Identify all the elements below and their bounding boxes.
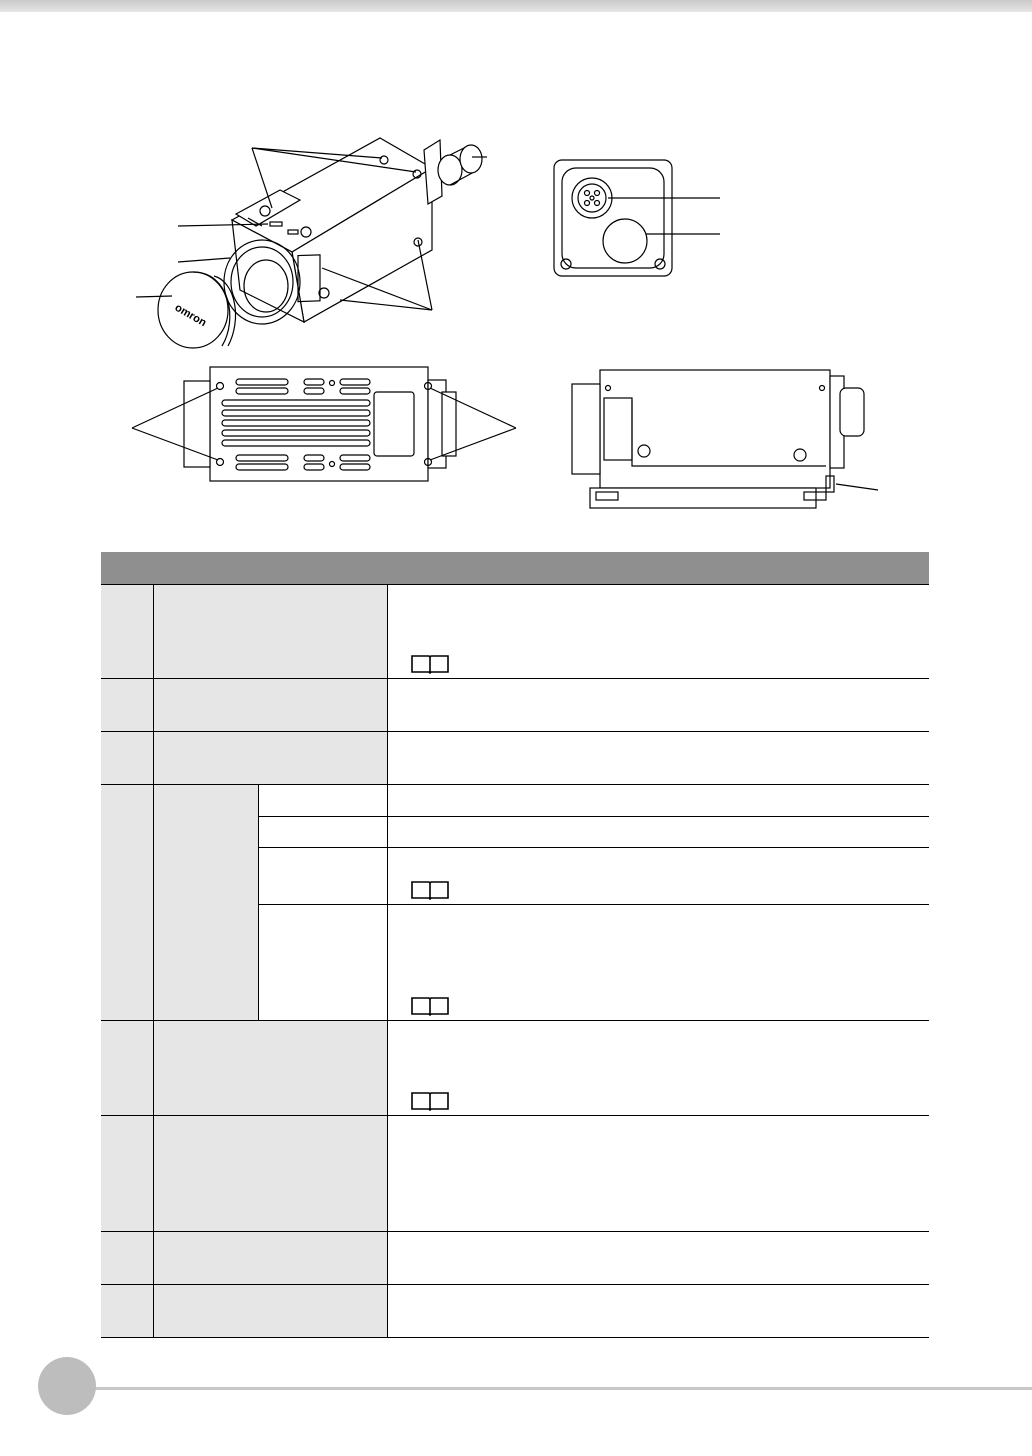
row-name: [153, 679, 387, 732]
row-description: [387, 1232, 929, 1285]
row-description: [387, 848, 929, 905]
page-number-badge: [38, 1357, 96, 1415]
top-view: [132, 367, 516, 481]
row-name: [153, 1285, 387, 1338]
row-name: [153, 1116, 387, 1232]
table-row: [101, 1232, 929, 1285]
row-number: [101, 785, 153, 1021]
header-no: [101, 552, 153, 585]
row-description: [387, 732, 929, 785]
row-name: [153, 585, 387, 679]
book-icon: [410, 654, 450, 674]
row-subname: [258, 817, 387, 848]
row-number: [101, 1232, 153, 1285]
row-description: [387, 785, 929, 817]
book-icon: [410, 996, 450, 1016]
row-description: [387, 679, 929, 732]
row-description: [387, 817, 929, 848]
table-row: [101, 679, 929, 732]
row-name: [153, 785, 258, 1021]
camera-drawings: [0, 0, 1032, 540]
row-number: [101, 1021, 153, 1116]
table-header-row: [101, 552, 929, 585]
row-description: [387, 585, 929, 679]
row-description: [387, 1021, 929, 1116]
row-number: [101, 1116, 153, 1232]
header-name: [153, 552, 387, 585]
table-row: [101, 732, 929, 785]
row-description: [387, 905, 929, 1021]
footer-rule: [90, 1387, 1032, 1390]
table-row: [101, 585, 929, 679]
rear-view: [554, 160, 720, 276]
side-view: [572, 370, 878, 508]
perspective-view: [136, 138, 487, 348]
table-row: [101, 1285, 929, 1338]
row-number: [101, 1285, 153, 1338]
book-icon: [410, 1091, 450, 1111]
row-name: [153, 1021, 387, 1116]
parts-table: [101, 552, 929, 1338]
row-number: [101, 585, 153, 679]
table-row: [101, 1021, 929, 1116]
row-description: [387, 1116, 929, 1232]
row-description: [387, 1285, 929, 1338]
table-row: [101, 1116, 929, 1232]
book-icon: [410, 880, 450, 900]
row-number: [101, 679, 153, 732]
row-subname: [258, 785, 387, 817]
table-row: [101, 785, 929, 817]
row-subname: [258, 848, 387, 905]
row-subname: [258, 905, 387, 1021]
svg-text:omron: omron: [172, 301, 209, 330]
row-name: [153, 732, 387, 785]
header-description: [387, 552, 929, 585]
row-number: [101, 732, 153, 785]
row-name: [153, 1232, 387, 1285]
